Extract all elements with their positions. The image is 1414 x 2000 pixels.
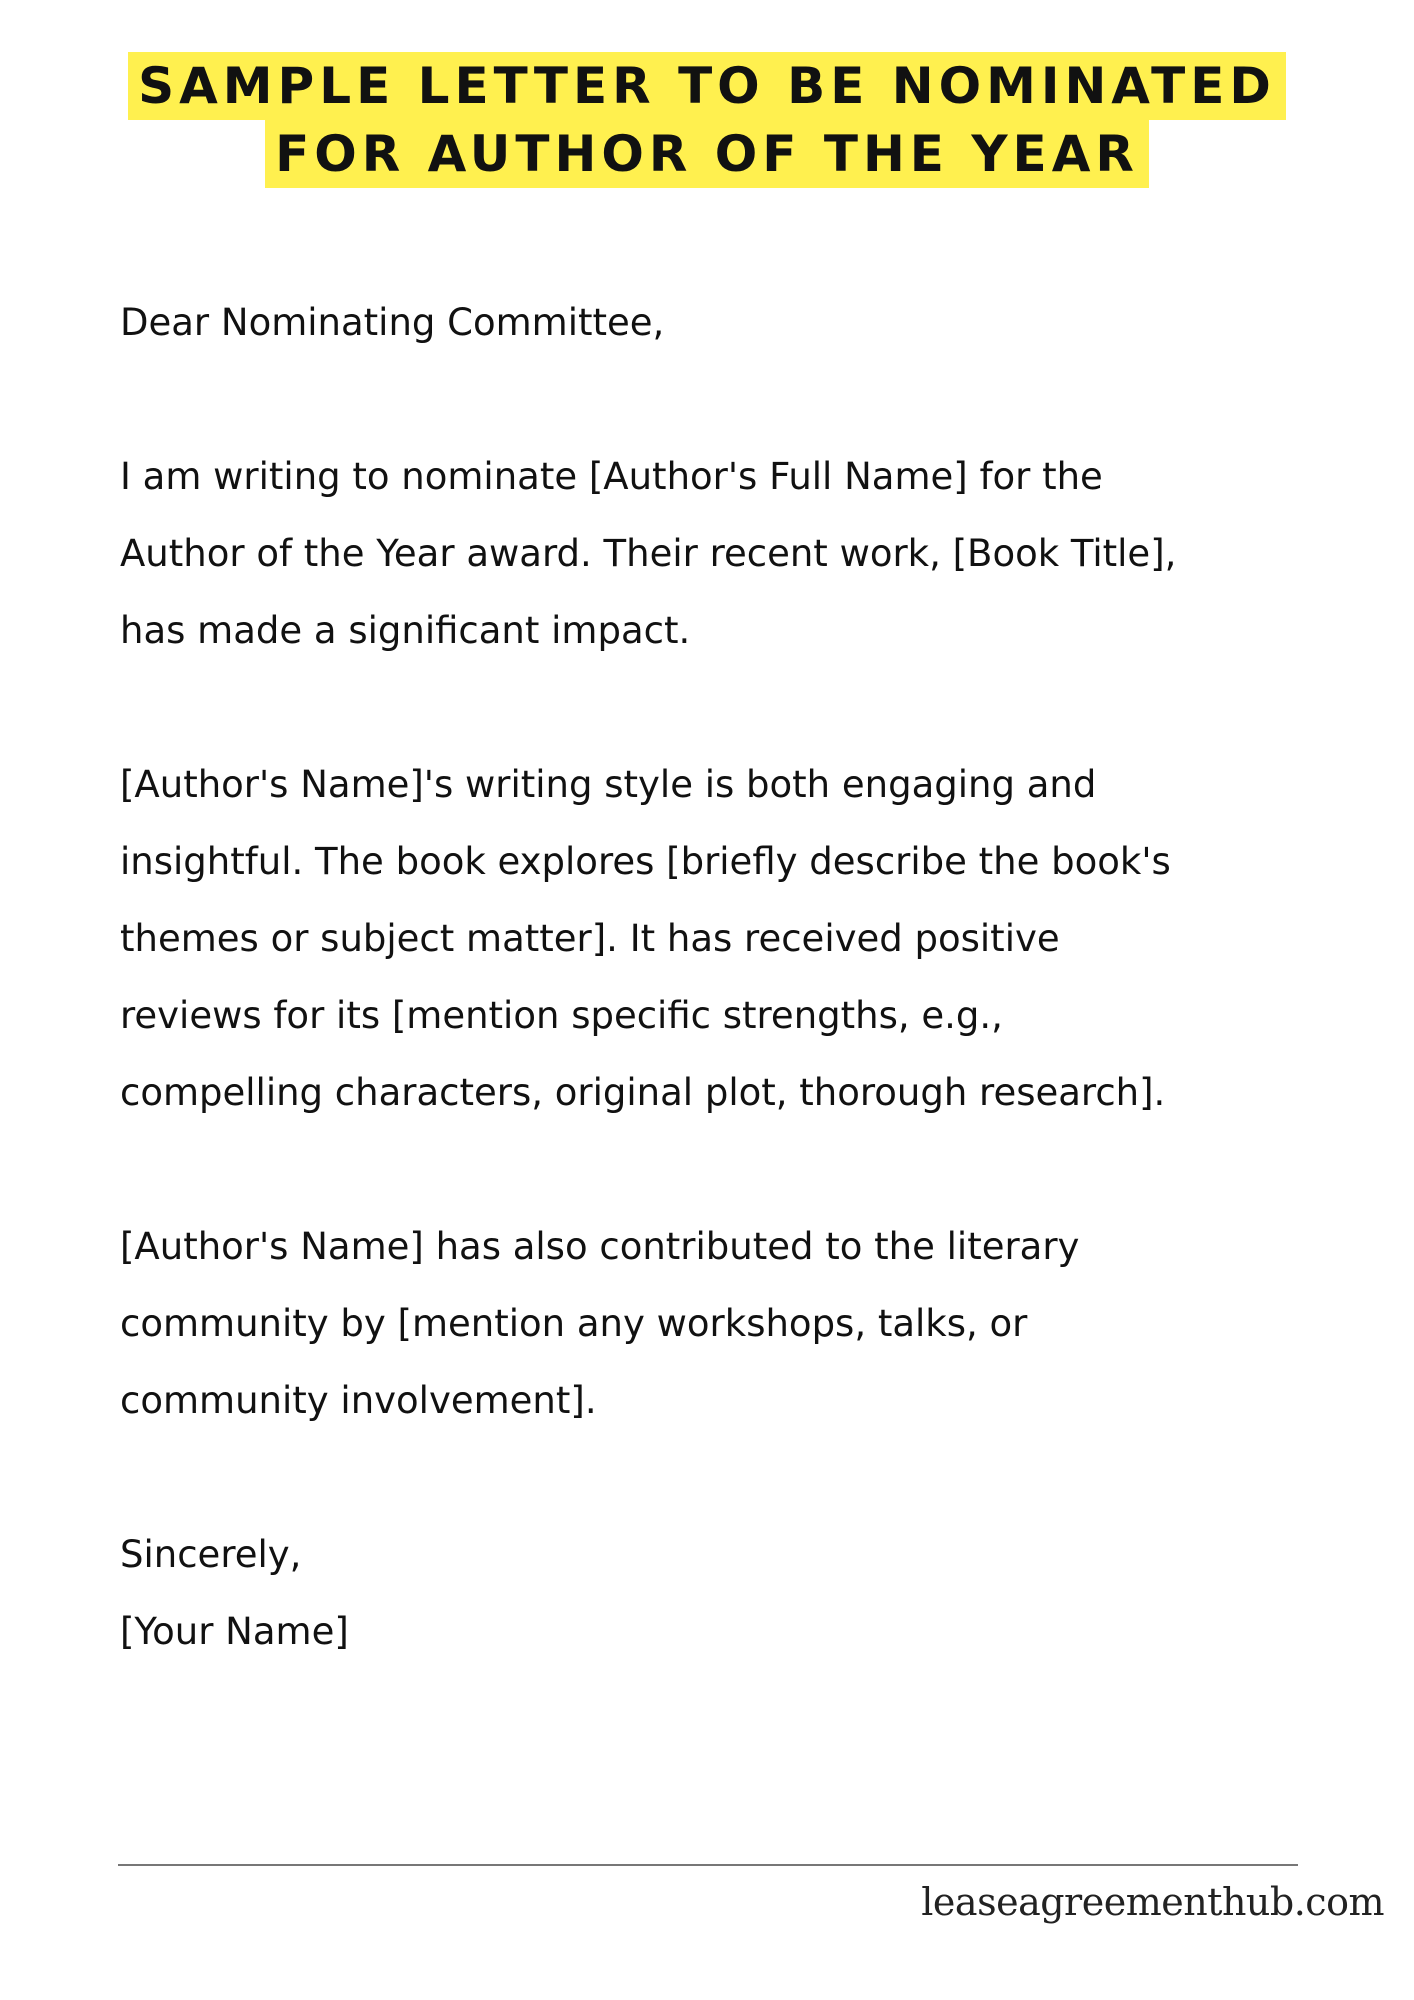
paragraph-line: Author of the Year award. Their recent work, [Book Title],: [120, 532, 1177, 575]
paragraph-3: [120, 1208, 1360, 1439]
paragraph-line: reviews for its [mention specific strengths, e.g.,: [120, 994, 1003, 1037]
closing: Sincerely,: [120, 1533, 302, 1576]
paragraph-1: [120, 438, 1360, 669]
paragraph-line: themes or subject matter]. It has received positive: [120, 917, 1060, 960]
paragraph-line: [Author's Name]'s writing style is both engaging and: [120, 763, 1097, 806]
salutation: Dear Nominating Committee,: [120, 301, 665, 344]
footer-divider: [118, 1864, 1298, 1866]
paragraph-line: I am writing to nominate [Author's Full Name] for the: [120, 455, 1103, 498]
paragraph-line: has made a significant impact.: [120, 609, 691, 652]
paragraph-line: insightful. The book explores [briefly describe the book's: [120, 840, 1171, 883]
closing-block: [120, 1516, 1360, 1670]
letter-body: [120, 284, 1360, 1670]
paragraph-line: [Author's Name] has also contributed to the literary: [120, 1225, 1080, 1268]
paragraph-line: compelling characters, original plot, thorough research].: [120, 1071, 1166, 1114]
signature: [Your Name]: [120, 1610, 349, 1653]
footer-website: leaseagreementhub.com: [921, 1880, 1384, 1924]
title-line-1: SAMPLE LETTER TO BE NOMINATED: [128, 52, 1286, 120]
paragraph-line: community involvement].: [120, 1379, 597, 1422]
paragraph-2: [120, 746, 1360, 1131]
paragraph-line: community by [mention any workshops, talks, or: [120, 1302, 1028, 1345]
letter-title: [0, 52, 1414, 188]
title-line-2: FOR AUTHOR OF THE YEAR: [265, 120, 1149, 188]
